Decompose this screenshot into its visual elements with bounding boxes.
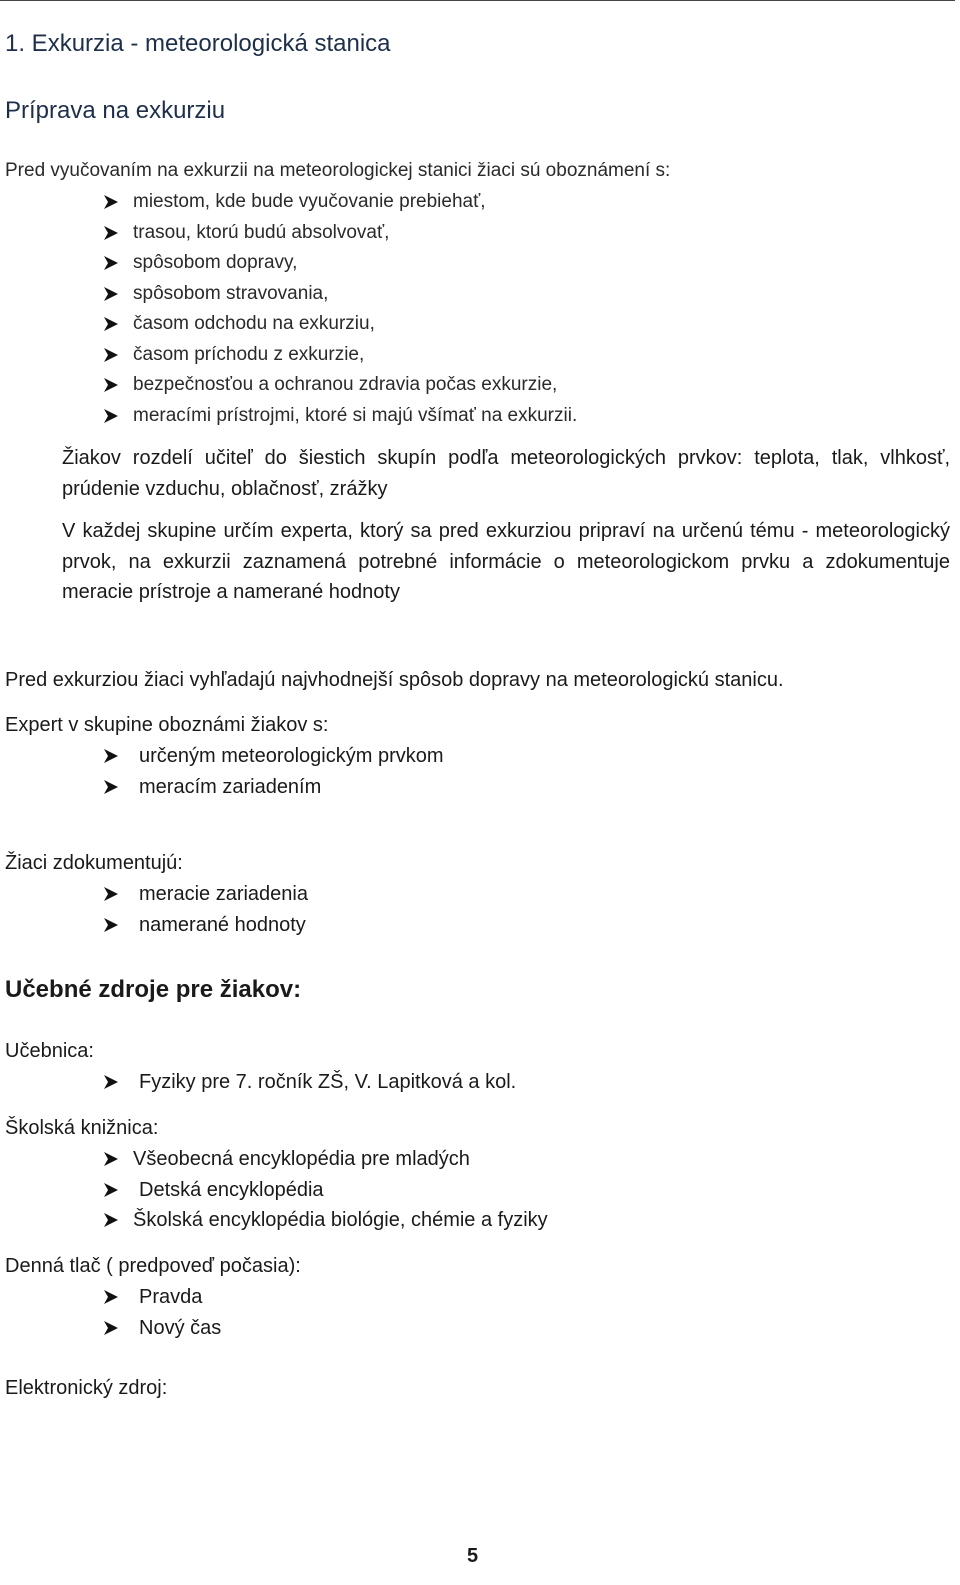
list-item: trasou, ktorú budú absolvovať, xyxy=(103,218,577,249)
textbook-label: Učebnica: xyxy=(5,1040,94,1062)
arrowhead-bullet-icon xyxy=(103,748,119,764)
textbook-list xyxy=(103,1067,516,1098)
list-item: určeným meteorologickým prvkom xyxy=(103,741,444,772)
sources-heading: Učebné zdroje pre žiakov: xyxy=(5,976,302,1003)
list-item: Pravda xyxy=(103,1282,221,1313)
library-label: Školská knižnica: xyxy=(5,1117,159,1139)
arrowhead-bullet-icon xyxy=(103,255,119,271)
list-item: namerané hodnoty xyxy=(103,910,308,941)
arrowhead-bullet-icon xyxy=(103,886,119,902)
expert-intro: Expert v skupine oboznámi žiakov s: xyxy=(5,714,329,736)
intro-paragraph: Pred vyučovaním na exkurzii na meteorologickej stanici žiaci sú oboznámení s: xyxy=(5,160,671,181)
press-label: Denná tlač ( predpoveď počasia): xyxy=(5,1255,301,1277)
arrowhead-bullet-icon xyxy=(103,377,119,393)
list-item: meracím zariadením xyxy=(103,772,444,803)
arrowhead-bullet-icon xyxy=(103,408,119,424)
arrowhead-bullet-icon xyxy=(103,286,119,302)
library-list xyxy=(103,1144,548,1236)
list-item: časom odchodu na exkurziu, xyxy=(103,309,577,340)
list-item: Fyziky pre 7. ročník ZŠ, V. Lapitková a kol. xyxy=(103,1067,516,1098)
list-item: Školská encyklopédia biológie, chémie a fyziky xyxy=(103,1205,548,1236)
document-intro: Žiaci zdokumentujú: xyxy=(5,852,183,874)
press-list xyxy=(103,1282,221,1343)
arrowhead-bullet-icon xyxy=(103,917,119,933)
page-number: 5 xyxy=(467,1545,479,1567)
arrowhead-bullet-icon xyxy=(103,1151,119,1167)
expert-paragraph: V každej skupine určím experta, ktorý sa pred exkurziou pripraví na určenú tému - meteorologický prvok, na exkurzii zaznamená potrebné informácie o meteorologickom prvku a zdokumentuje meracie prístroje a namerané hodnoty xyxy=(62,520,950,603)
list-item: Detská encyklopédia xyxy=(103,1175,548,1206)
list-item: miestom, kde bude vyučovanie prebiehať, xyxy=(103,187,577,218)
section-heading-preparation: Príprava na exkurziu xyxy=(5,97,226,124)
intro-list xyxy=(103,187,577,431)
list-item: časom príchodu z exkurzie, xyxy=(103,340,577,371)
arrowhead-bullet-icon xyxy=(103,779,119,795)
arrowhead-bullet-icon xyxy=(103,1074,119,1090)
list-item: Nový čas xyxy=(103,1313,221,1344)
arrowhead-bullet-icon xyxy=(103,1182,119,1198)
list-item: spôsobom stravovania, xyxy=(103,279,577,310)
arrowhead-bullet-icon xyxy=(103,225,119,241)
expert-list xyxy=(103,741,444,802)
arrowhead-bullet-icon xyxy=(103,347,119,363)
groups-paragraph: Žiakov rozdelí učiteľ do šiestich skupín podľa meteorologických prvkov: teplota, tlak, vlhkosť, prúdenie vzduchu, oblačnosť, zrážky xyxy=(62,447,950,500)
arrowhead-bullet-icon xyxy=(103,316,119,332)
arrowhead-bullet-icon xyxy=(103,194,119,210)
list-item: bezpečnosťou a ochranou zdravia počas exkurzie, xyxy=(103,370,577,401)
document-list xyxy=(103,879,308,940)
arrowhead-bullet-icon xyxy=(103,1212,119,1228)
transport-sentence: Pred exkurziou žiaci vyhľadajú najvhodnejší spôsob dopravy na meteorologickú stanicu. xyxy=(5,669,784,691)
arrowhead-bullet-icon xyxy=(103,1320,119,1336)
top-rule xyxy=(0,0,955,1)
arrowhead-bullet-icon xyxy=(103,1289,119,1305)
list-item: meracími prístrojmi, ktoré si majú všímať na exkurzii. xyxy=(103,401,577,432)
list-item: meracie zariadenia xyxy=(103,879,308,910)
list-item: spôsobom dopravy, xyxy=(103,248,577,279)
list-item: Všeobecná encyklopédia pre mladých xyxy=(103,1144,548,1175)
page-title: 1. Exkurzia - meteorologická stanica xyxy=(5,30,391,57)
electronic-label: Elektronický zdroj: xyxy=(5,1377,168,1399)
